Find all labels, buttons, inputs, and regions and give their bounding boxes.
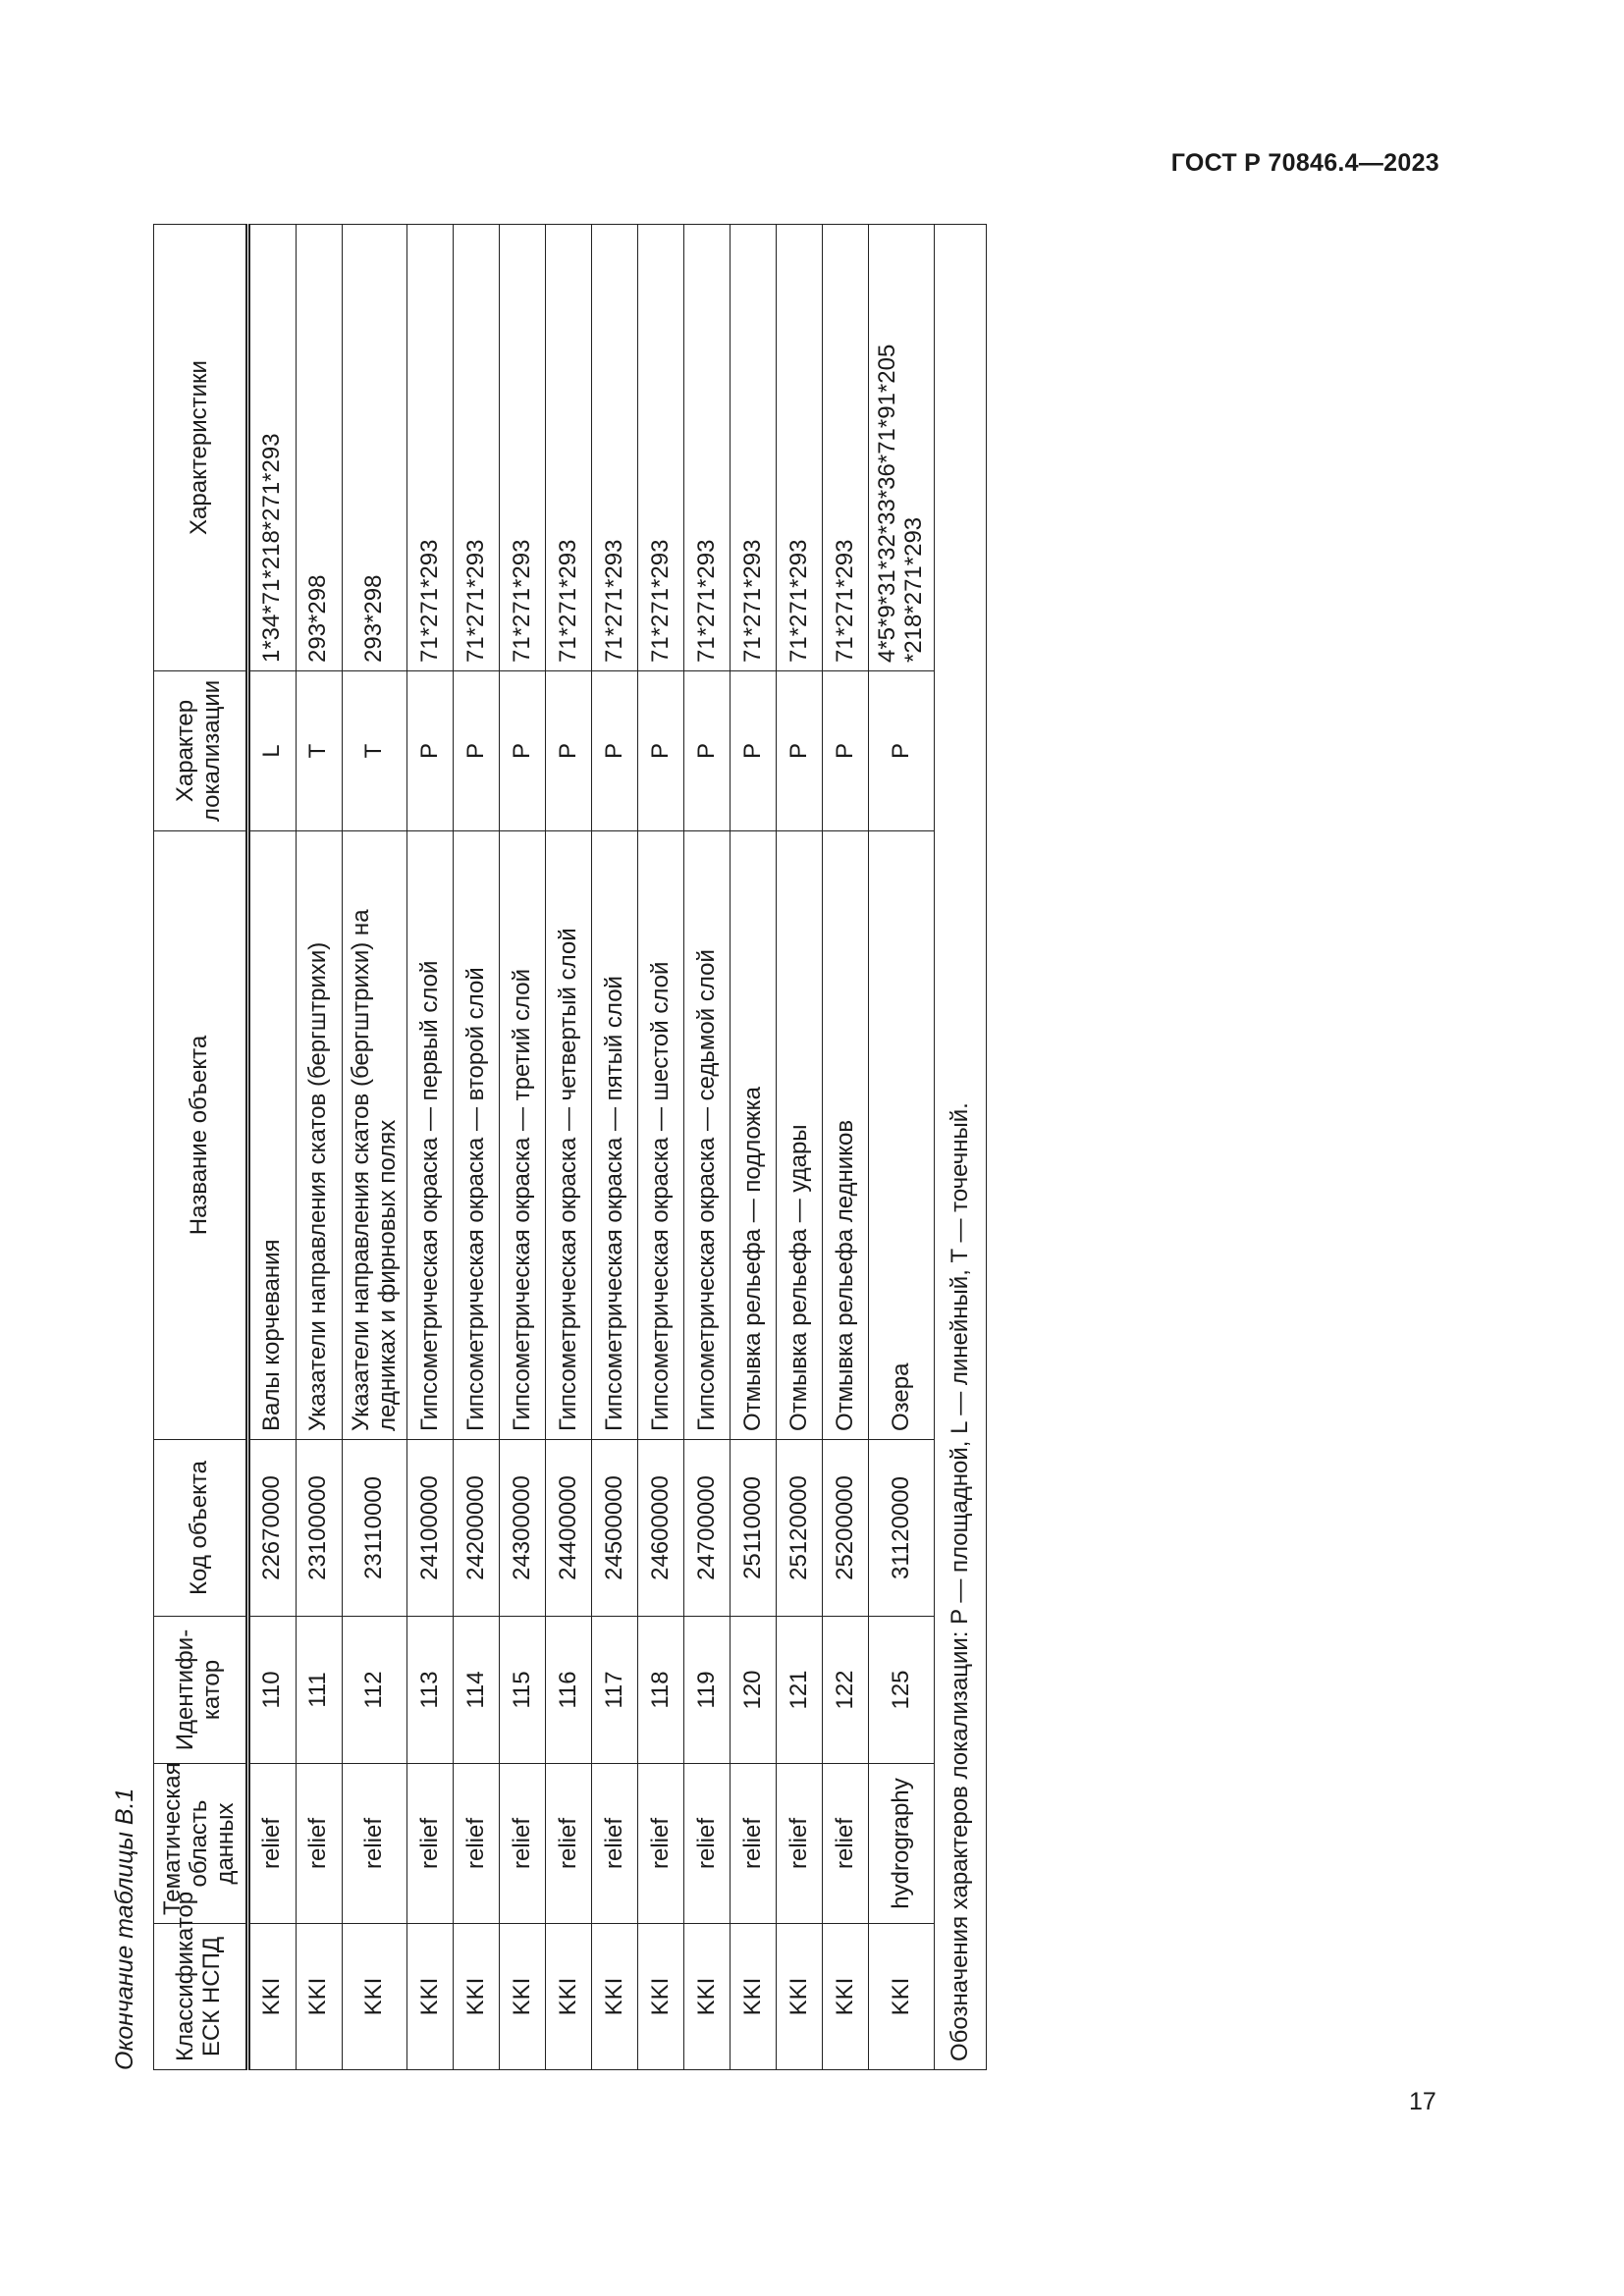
table-cell: relief xyxy=(684,1764,731,1924)
table-cell: relief xyxy=(500,1764,546,1924)
column-header: Классификатор ЕСК НСПД xyxy=(154,1924,248,2070)
table-cell: P xyxy=(546,671,592,831)
column-header: Название объекта xyxy=(154,831,248,1440)
table-cell: 116 xyxy=(546,1617,592,1764)
table-cell: P xyxy=(500,671,546,831)
table-cell: 24200000 xyxy=(454,1440,500,1617)
table-row xyxy=(342,225,407,2070)
table-cell: 24500000 xyxy=(592,1440,638,1617)
table-cell: Отмывка рельефа ледников xyxy=(823,831,869,1440)
table-cell: relief xyxy=(638,1764,684,1924)
table-cell: 22670000 xyxy=(247,1440,296,1617)
table-cell: 71*271*293 xyxy=(592,225,638,671)
column-header: Идентифи-катор xyxy=(154,1617,248,1764)
table-cell: relief xyxy=(546,1764,592,1924)
table-body xyxy=(247,225,987,2070)
table-cell: hydrography xyxy=(869,1764,935,1924)
table-cell: KKI xyxy=(869,1924,935,2070)
table-cell: 24600000 xyxy=(638,1440,684,1617)
table-cell: P xyxy=(731,671,777,831)
table-cell: 4*5*9*31*32*33*36*71*91*205 *218*271*293 xyxy=(869,225,935,671)
table-cell: 122 xyxy=(823,1617,869,1764)
table-cell: 25200000 xyxy=(823,1440,869,1617)
table-cell: relief xyxy=(731,1764,777,1924)
table-cell: Отмывка рельефа — удары xyxy=(777,831,823,1440)
table-cell: P xyxy=(592,671,638,831)
table-cell: relief xyxy=(296,1764,342,1924)
table-row xyxy=(454,225,500,2070)
table-row xyxy=(296,225,342,2070)
table-cell: 71*271*293 xyxy=(638,225,684,671)
table-row xyxy=(684,225,731,2070)
table-row xyxy=(869,225,935,2070)
table-header-row xyxy=(154,225,248,2070)
table-cell: 24700000 xyxy=(684,1440,731,1617)
column-header: Характер локализации xyxy=(154,671,248,831)
table-footnote: Обозначения характеров локализации: P — площадной, L — линейный, T — точечный. xyxy=(935,225,987,2070)
table-cell: KKI xyxy=(731,1924,777,2070)
table-cell: relief xyxy=(247,1764,296,1924)
table-cell: P xyxy=(777,671,823,831)
table-cell: KKI xyxy=(407,1924,454,2070)
table-cell: 71*271*293 xyxy=(454,225,500,671)
table-cell: KKI xyxy=(247,1924,296,2070)
table-caption: Окончание таблицы В.1 xyxy=(111,1788,138,2070)
table-cell: 111 xyxy=(296,1617,342,1764)
table-cell: KKI xyxy=(638,1924,684,2070)
table-cell: 119 xyxy=(684,1617,731,1764)
table-cell: 24100000 xyxy=(407,1440,454,1617)
table-cell: Гипсометрическая окраска — шестой слой xyxy=(638,831,684,1440)
table-row xyxy=(500,225,546,2070)
table-cell: Озера xyxy=(869,831,935,1440)
rotated-table-block xyxy=(111,225,1029,2070)
table-row xyxy=(777,225,823,2070)
table-cell: 117 xyxy=(592,1617,638,1764)
table-cell: Указатели направления скатов (бергштрихи) xyxy=(296,831,342,1440)
table-cell: KKI xyxy=(500,1924,546,2070)
column-header: Код объекта xyxy=(154,1440,248,1617)
table-cell: KKI xyxy=(546,1924,592,2070)
table-cell: KKI xyxy=(592,1924,638,2070)
table-cell: Валы корчевания xyxy=(247,831,296,1440)
table-cell: Гипсометрическая окраска — второй слой xyxy=(454,831,500,1440)
table-row xyxy=(546,225,592,2070)
table-cell: P xyxy=(869,671,935,831)
table-cell: KKI xyxy=(296,1924,342,2070)
table-cell: 71*271*293 xyxy=(823,225,869,671)
table-cell: 112 xyxy=(342,1617,407,1764)
table-cell: Гипсометрическая окраска — пятый слой xyxy=(592,831,638,1440)
table-cell: Гипсометрическая окраска — третий слой xyxy=(500,831,546,1440)
column-header: Тематическая область данных xyxy=(154,1764,248,1924)
table-cell: relief xyxy=(342,1764,407,1924)
table-cell: 71*271*293 xyxy=(777,225,823,671)
table-cell: KKI xyxy=(823,1924,869,2070)
table-cell: 110 xyxy=(247,1617,296,1764)
table-cell: 113 xyxy=(407,1617,454,1764)
table-row xyxy=(823,225,869,2070)
table-cell: 24300000 xyxy=(500,1440,546,1617)
table-cell: relief xyxy=(777,1764,823,1924)
table-cell: KKI xyxy=(454,1924,500,2070)
table-cell: KKI xyxy=(777,1924,823,2070)
table-cell: relief xyxy=(407,1764,454,1924)
table-cell: 71*271*293 xyxy=(546,225,592,671)
table-cell: L xyxy=(247,671,296,831)
table-cell: 71*271*293 xyxy=(684,225,731,671)
column-header: Характеристики xyxy=(154,225,248,671)
table-cell: Гипсометрическая окраска — первый слой xyxy=(407,831,454,1440)
table-cell: 23100000 xyxy=(296,1440,342,1617)
table-cell: 1*34*71*218*271*293 xyxy=(247,225,296,671)
table-cell: Указатели направления скатов (бергштрихи) на ледниках и фирновых полях xyxy=(342,831,407,1440)
page-number: 17 xyxy=(1409,2088,1436,2115)
table-cell: KKI xyxy=(342,1924,407,2070)
data-table xyxy=(153,224,987,2070)
table-row xyxy=(638,225,684,2070)
table-cell: 25120000 xyxy=(777,1440,823,1617)
table-cell: 293*298 xyxy=(296,225,342,671)
table-cell: P xyxy=(684,671,731,831)
table-cell: P xyxy=(454,671,500,831)
table-cell: relief xyxy=(592,1764,638,1924)
table-cell: 25110000 xyxy=(731,1440,777,1617)
document-code: ГОСТ Р 70846.4—2023 xyxy=(1170,149,1439,177)
table-cell: 24400000 xyxy=(546,1440,592,1617)
table-cell: 71*271*293 xyxy=(500,225,546,671)
table-cell: relief xyxy=(823,1764,869,1924)
table-cell: P xyxy=(823,671,869,831)
table-cell: T xyxy=(296,671,342,831)
table-cell: relief xyxy=(454,1764,500,1924)
table-cell: 293*298 xyxy=(342,225,407,671)
table-cell: P xyxy=(638,671,684,831)
table-row xyxy=(731,225,777,2070)
table-cell: 114 xyxy=(454,1617,500,1764)
table-cell: 120 xyxy=(731,1617,777,1764)
table-cell: T xyxy=(342,671,407,831)
table-cell: 115 xyxy=(500,1617,546,1764)
table-cell: Гипсометрическая окраска — седьмой слой xyxy=(684,831,731,1440)
table-row xyxy=(592,225,638,2070)
table-cell: 71*271*293 xyxy=(731,225,777,671)
table-cell: 125 xyxy=(869,1617,935,1764)
table-cell: Отмывка рельефа — подложка xyxy=(731,831,777,1440)
table-row xyxy=(247,225,296,2070)
table-cell: KKI xyxy=(684,1924,731,2070)
table-footnote-row xyxy=(935,225,987,2070)
table-cell: P xyxy=(407,671,454,831)
table-cell: 31120000 xyxy=(869,1440,935,1617)
table-cell: 118 xyxy=(638,1617,684,1764)
table-cell: 71*271*293 xyxy=(407,225,454,671)
table-row xyxy=(407,225,454,2070)
table-cell: 23110000 xyxy=(342,1440,407,1617)
table-cell: 121 xyxy=(777,1617,823,1764)
table-cell: Гипсометрическая окраска — четвертый слой xyxy=(546,831,592,1440)
